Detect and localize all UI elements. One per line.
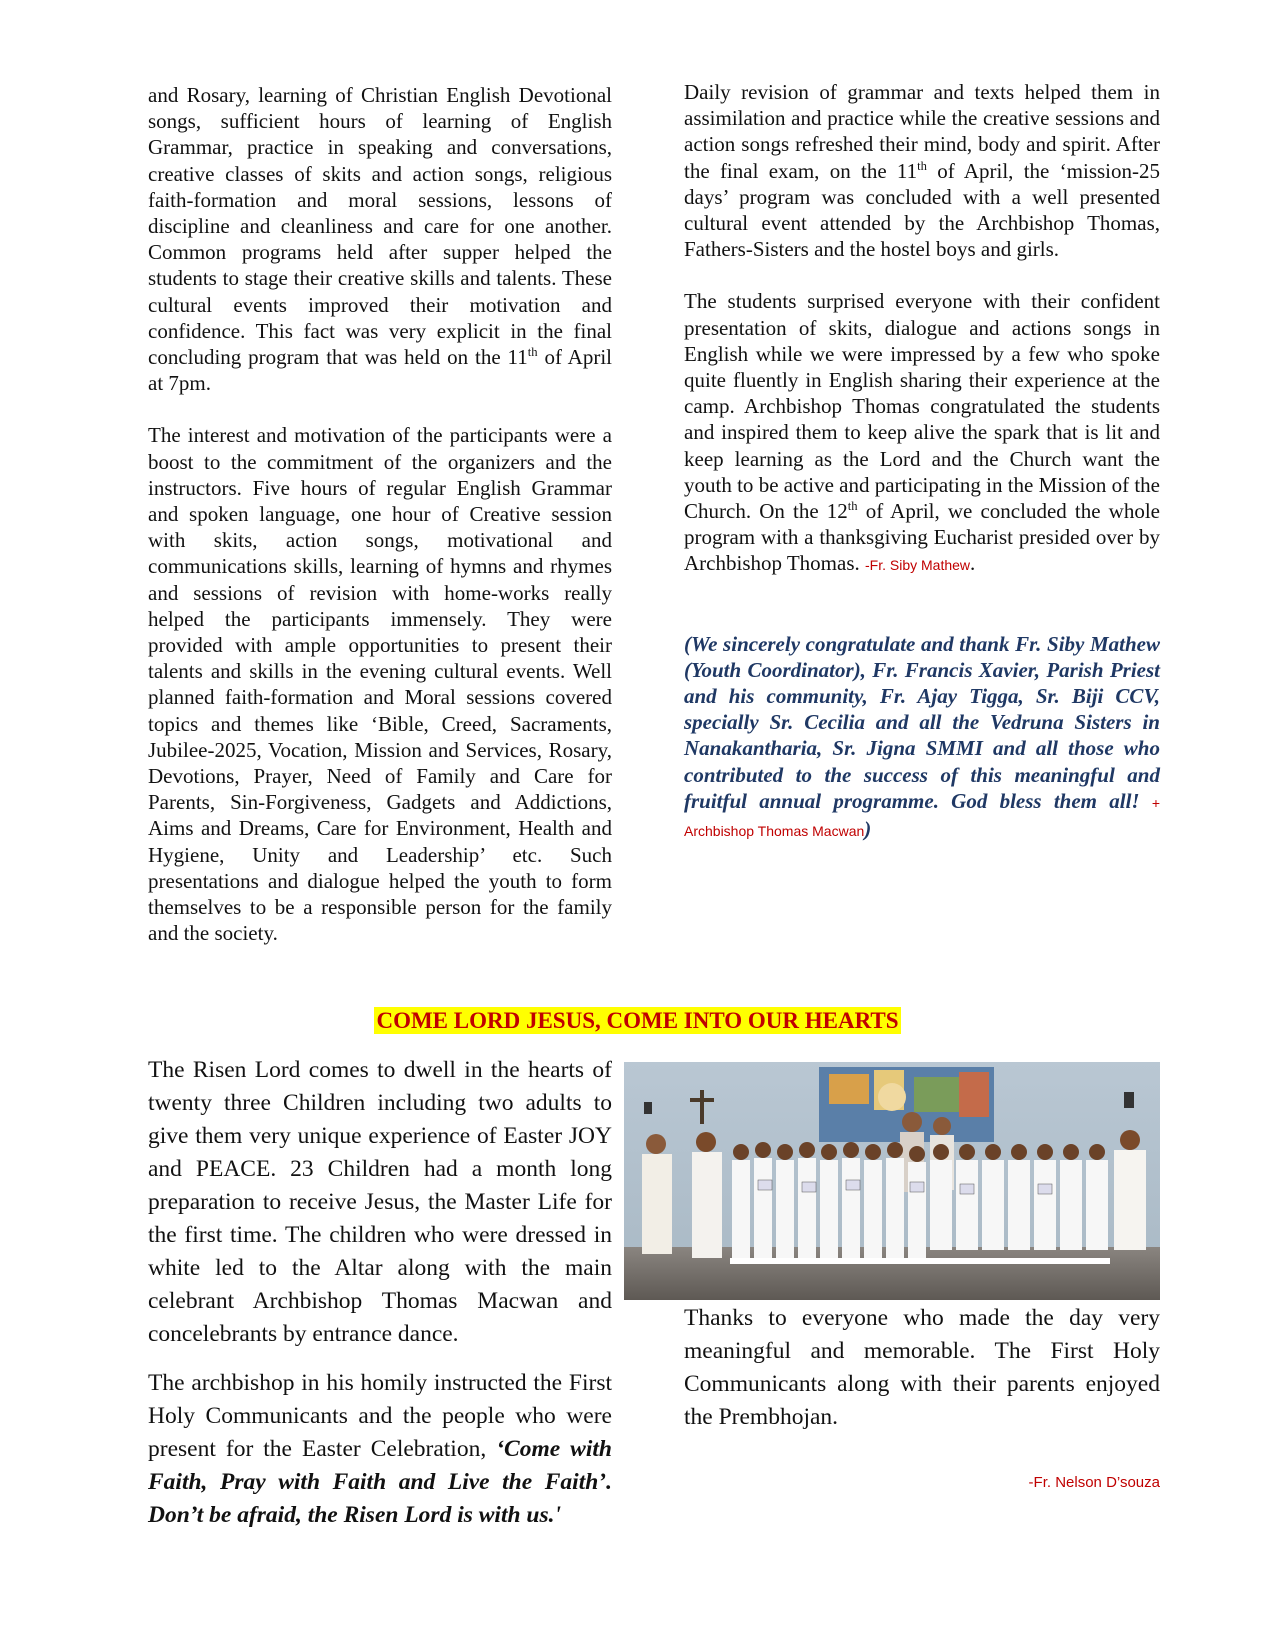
paragraph-camp-activities: and Rosary, learning of Christian English Devotional songs, sufficient hours of learning of English Grammar, practice in speaking and conversations, creative classes of skits and action songs, religious faith-formation and moral sessions, lessons of discipline and cleanliness and care for one another. Common programs held after supper helped the students to stage their creative skills and talents. These cultural events improved their motivation and confidence. This fact was very explicit in the final concluding program that was held on the 11th of April at 7pm. bbox=[148, 83, 612, 396]
signature-siby-mathew: -Fr. Siby Mathew bbox=[865, 557, 971, 574]
paragraph-students-presentation: The students surprised everyone with their confident presentation of skits, dialogue and actions songs in English while we were impressed by a few who spoke quite fluently in English sharing their experience at the camp. Archbishop Thomas congratulated the students and inspired them to keep alive the spark that is lit and keep learning as the Lord and the Church want the youth to be active and participating in the Mission of the Church. On the 12th of April, we concluded the whole program with a thanksgiving Eucharist presided over by Archbishop Thomas. -Fr. Siby Mathew. bbox=[684, 289, 1160, 576]
paragraph-thanks-everyone: Thanks to everyone who made the day very meaningful and memorable. The First Holy Communicants along with their parents enjoyed the Prembhojan. bbox=[684, 1305, 1160, 1430]
paragraph-thanks-note: (We sincerely congratulate and thank Fr. Siby Mathew (Youth Coordinator), Fr. Francis Xavier, Parish Priest and his community, Fr. Ajay Tigga, Sr. Biji CCV, specially Sr. Cecilia and all the Vedruna Sisters in Nanakantharia, Sr. Jigna SMMI and all those who contributed to the success of this meaningful and fruitful annual programme. God bless them all! + Archbishop Thomas Macwan) bbox=[684, 631, 1160, 842]
homily-quote: ‘Come with Faith, Pray with Faith and Live the Faith’. Don’t be afraid, the Risen Lord is with us.' bbox=[148, 1436, 612, 1528]
group-photo bbox=[624, 1062, 1160, 1300]
signature-nelson-dsouza: -Fr. Nelson D’souza bbox=[1028, 1474, 1160, 1491]
column-left-top bbox=[148, 82, 612, 947]
column-left-lower bbox=[148, 1054, 612, 1532]
signature-archbishop: + Archbishop Thomas Macwan bbox=[684, 794, 1160, 840]
section-headline: COME LORD JESUS, COME INTO OUR HEARTS bbox=[376, 1008, 899, 1033]
column-right-lower bbox=[684, 1302, 1160, 1434]
paragraph-homily: The archbishop in his homily instructed the First Holy Communicants and the people who were present for the Easter Celebration, ‘Come with Faith, Pray with Faith and Live the Faith’. Don’t be afraid, the Risen Lord is with us.' bbox=[148, 1370, 612, 1528]
paragraph-daily-revision: Daily revision of grammar and texts helped them in assimilation and practice while the creative sessions and action songs refreshed their mind, body and spirit. After the final exam, on the 11th of April, the ‘mission-25 days’ program was concluded with a well presented cultural event attended by the Archbishop Thomas, Fathers-Sisters and the hostel boys and girls. bbox=[684, 80, 1160, 262]
paragraph-participants-motivation: The interest and motivation of the participants were a boost to the commitment of the organizers and the instructors. Five hours of regular English Grammar and spoken language, one hour of Creative session with skits, action songs, motivational and communications skills, learning of hymns and rhymes and sessions of revision with home-works really helped the participants immensely. They were provided with ample opportunities to present their talents and skills in the evening cultural events. Well planned faith-formation and Moral sessions covered topics and themes like ‘Bible, Creed, Sacraments, Jubilee-2025, Vocation, Mission and Services, Rosary, Devotions, Prayer, Need of Family and Care for Parents, Sin-Forgiveness, Gadgets and Addictions, Aims and Dreams, Care for Environment, Health and Hygiene, Unity and Leadership’ etc. Such presentations and dialogue helped the youth to form themselves to be a responsible person for the family and the society. bbox=[148, 423, 612, 946]
paragraph-risen-lord: The Risen Lord comes to dwell in the hearts of twenty three Children including two adults to give them very unique experience of Easter JOY and PEACE. 23 Children had a month long preparation to receive Jesus, the Master Life for the first time. The children who were dressed in white led to the Altar along with the main celebrant Archbishop Thomas Macwan and concelebrants by entrance dance. bbox=[148, 1057, 612, 1347]
column-right-top bbox=[684, 79, 1160, 844]
